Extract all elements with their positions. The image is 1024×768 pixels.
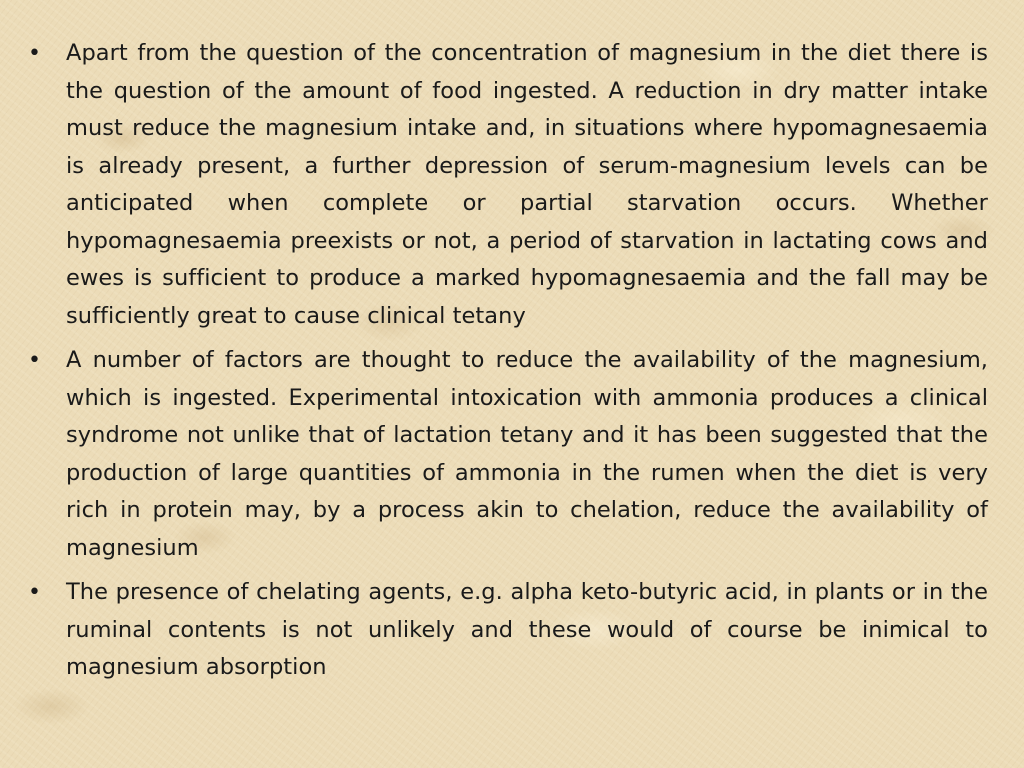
bullet-text: The presence of chelating agents, e.g. alpha keto-butyric acid, in plants or in the ruminal contents is not unlikely and these would of course be inimical to magnesium absorption (66, 579, 988, 680)
bullet-item-chelating-agents (28, 574, 988, 687)
bullet-item-dietary-intake (28, 35, 988, 335)
bullet-dot-icon: • (28, 348, 41, 373)
bullet-dot-icon: • (28, 41, 41, 66)
bullet-text: Apart from the question of the concentration of magnesium in the diet there is the question of the amount of food ingested. A reduction in dry matter intake must reduce the magnesium intake and, in situations where hypomagnesaemia is already present, a further depression of serum-magnesium levels can be anticipated when complete or partial starvation occurs. Whether hypomagnesaemia preexists or not, a period of starvation in lactating cows and ewes is sufficient to produce a marked hypomagnesaemia and the fall may be sufficiently great to cause clinical tetany (66, 40, 988, 329)
bullet-text: A number of factors are thought to reduce the availability of the magnesium, which is ingested. Experimental intoxication with ammonia produces a clinical syndrome not unlike that of lactation tetany and it has been suggested that the production of large quantities of ammonia in the rumen when the diet is very rich in protein may, by a process akin to chelation, reduce the availability of magnesium (66, 347, 988, 561)
bullet-item-availability-factors (28, 342, 988, 567)
bullet-list (28, 35, 988, 694)
bullet-dot-icon: • (28, 580, 41, 605)
